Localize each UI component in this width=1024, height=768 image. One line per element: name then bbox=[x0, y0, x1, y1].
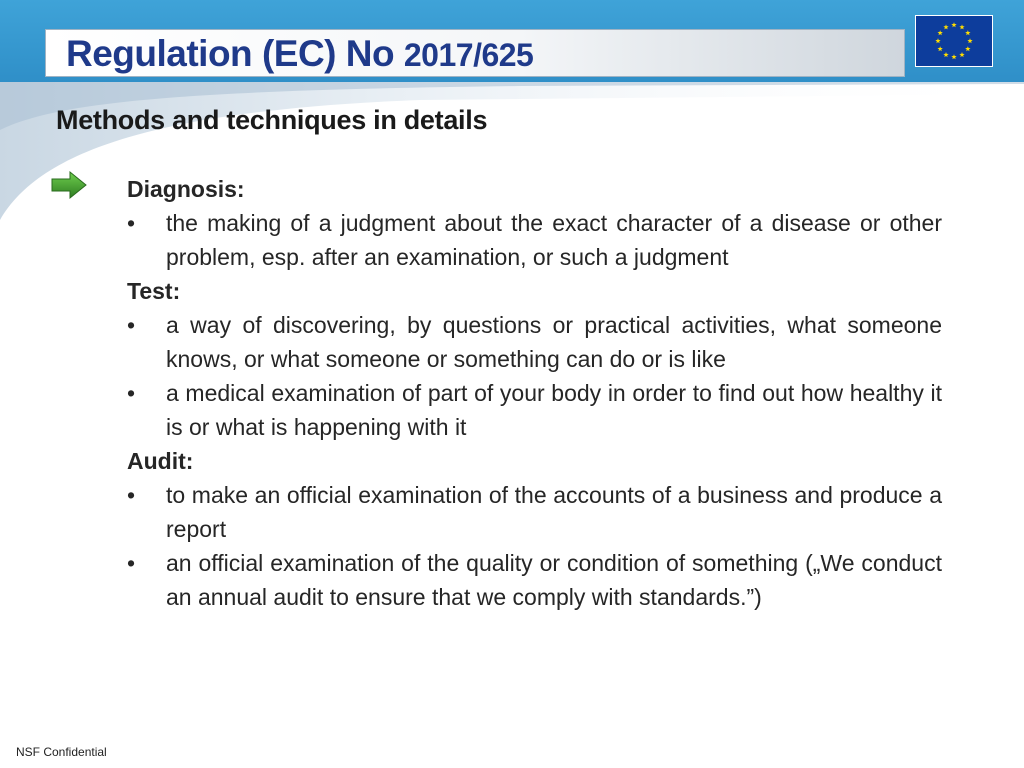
title-number: 2017/625 bbox=[403, 37, 534, 73]
star-icon bbox=[959, 52, 964, 57]
page-title bbox=[66, 34, 533, 75]
list-item bbox=[127, 308, 942, 376]
bullet-icon: • bbox=[127, 210, 136, 236]
star-icon bbox=[965, 30, 970, 35]
term-heading: Test: bbox=[127, 278, 181, 304]
star-icon bbox=[943, 24, 948, 29]
bullet-icon: • bbox=[127, 482, 136, 508]
star-icon bbox=[967, 38, 972, 43]
list-item bbox=[127, 546, 942, 614]
definitions-content bbox=[127, 172, 942, 614]
eu-stars bbox=[916, 16, 992, 66]
green-arrow-icon bbox=[50, 170, 88, 200]
footer-confidential: NSF Confidential bbox=[16, 745, 107, 759]
star-icon bbox=[965, 46, 970, 51]
definition-list bbox=[127, 308, 942, 444]
definition-list bbox=[127, 478, 942, 614]
star-icon bbox=[937, 30, 942, 35]
star-icon bbox=[937, 46, 942, 51]
definition-text: an official examination of the quality or condition of something („We conduct an annual audit to ensure that we comply with standards.”) bbox=[166, 550, 942, 610]
list-item bbox=[127, 376, 942, 444]
star-icon bbox=[951, 22, 956, 27]
bullet-icon: • bbox=[127, 550, 136, 576]
term-heading: Audit: bbox=[127, 448, 194, 474]
section-subtitle: Methods and techniques in details bbox=[56, 105, 488, 135]
star-icon bbox=[959, 24, 964, 29]
bullet-icon: • bbox=[127, 312, 136, 338]
eu-flag-icon bbox=[915, 15, 993, 67]
star-icon bbox=[951, 54, 956, 59]
definition-text: a way of discovering, by questions or practical activities, what someone knows, or what someone or something can do or is like bbox=[166, 312, 942, 372]
title-main: Regulation (EC) No bbox=[66, 33, 404, 74]
bullet-icon: • bbox=[127, 380, 136, 406]
list-item bbox=[127, 478, 942, 546]
definition-text: to make an official examination of the accounts of a business and produce a report bbox=[166, 482, 942, 542]
definition-text: the making of a judgment about the exact character of a disease or other problem, esp. after an examination, or such a judgment bbox=[166, 210, 942, 270]
list-item bbox=[127, 206, 942, 274]
definition-list bbox=[127, 206, 942, 274]
star-icon bbox=[935, 38, 940, 43]
title-bar bbox=[45, 29, 905, 77]
term-heading: Diagnosis: bbox=[127, 176, 245, 202]
definition-text: a medical examination of part of your body in order to find out how healthy it is or what is happening with it bbox=[166, 380, 942, 440]
star-icon bbox=[943, 52, 948, 57]
